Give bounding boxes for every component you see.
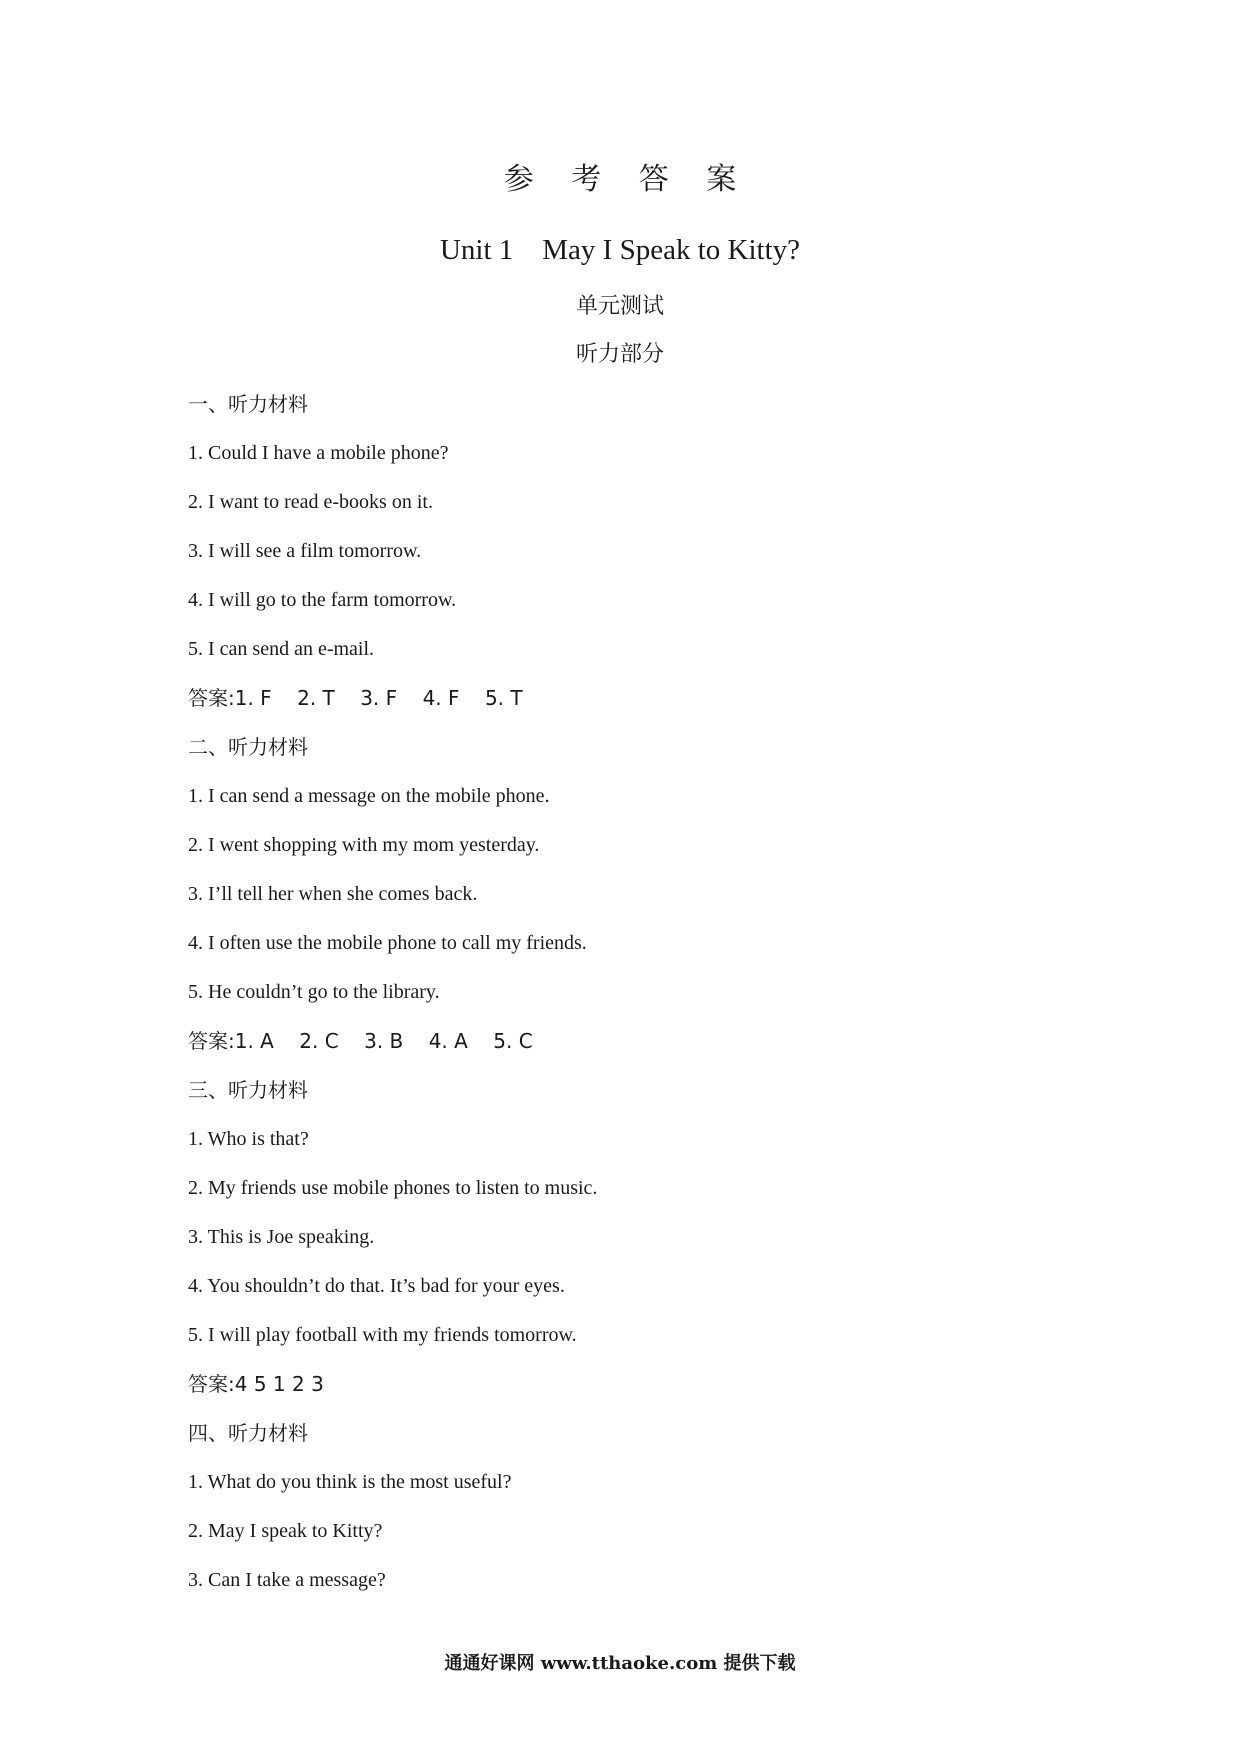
listening-sentence: 3. Can I take a message? [188, 1569, 386, 1591]
section-heading: 二、听力材料 [188, 735, 308, 759]
unit-title: Unit 1 May I Speak to Kitty? [439, 234, 801, 266]
listening-sentence: 3. This is Joe speaking. [188, 1226, 375, 1248]
listening-sentence: 3. I will see a film tomorrow. [188, 540, 422, 562]
listening-sentence: 2. My friends use mobile phones to listen to music. [188, 1177, 598, 1199]
listening-sentence: 1. What do you think is the most useful? [188, 1471, 512, 1493]
listening-section-heading: 听力部分 [575, 342, 664, 367]
listening-sentence: 5. He couldn’t go to the library. [188, 981, 440, 1003]
listening-sentence: 2. May I speak to Kitty? [188, 1520, 383, 1542]
listening-sentence: 4. I often use the mobile phone to call my friends. [188, 932, 587, 954]
listening-sentence: 3. I’ll tell her when she comes back. [188, 883, 478, 905]
listening-sentence: 2. I want to read e-books on it. [188, 491, 433, 513]
listening-sentence: 4. I will go to the farm tomorrow. [188, 589, 457, 611]
answer-line: 答案:4 5 1 2 3 [188, 1372, 324, 1396]
content-lines [188, 386, 1148, 1611]
listening-sentence: 4. You shouldn’t do that. It’s bad for your eyes. [188, 1275, 565, 1297]
listening-sentence: 1. Could I have a mobile phone? [188, 442, 449, 464]
section-heading: 三、听力材料 [188, 1078, 308, 1102]
section-heading: 四、听力材料 [188, 1421, 308, 1445]
listening-sentence: 1. I can send a message on the mobile phone. [188, 785, 550, 807]
document-title: 参 考 答 案 [503, 162, 751, 197]
answer-line: 答案:1. F 2. T 3. F 4. F 5. T [188, 686, 523, 710]
listening-sentence: 5. I can send an e-mail. [188, 638, 375, 660]
listening-sentence: 1. Who is that? [188, 1128, 309, 1150]
listening-sentence: 5. I will play football with my friends tomorrow. [188, 1324, 577, 1346]
footer-watermark: 通通好课网 www.tthaoke.com 提供下载 [444, 1653, 796, 1674]
unit-test-heading: 单元测试 [575, 294, 664, 319]
section-heading: 一、听力材料 [188, 392, 308, 416]
answer-line: 答案:1. A 2. C 3. B 4. A 5. C [188, 1029, 533, 1053]
listening-sentence: 2. I went shopping with my mom yesterday. [188, 834, 540, 856]
